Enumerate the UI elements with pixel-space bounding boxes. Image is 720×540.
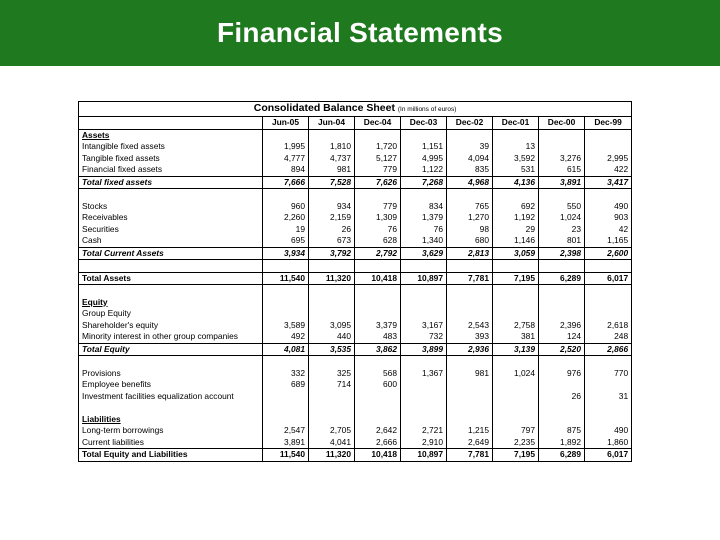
- spacer-cell: [355, 356, 401, 368]
- spacer-row: [79, 356, 632, 368]
- spacer-cell: [401, 189, 447, 201]
- value-cell: 76: [355, 224, 401, 236]
- value-cell: 2,159: [309, 212, 355, 224]
- value-cell: 732: [401, 331, 447, 343]
- section-row: [79, 297, 632, 309]
- value-cell: 10,418: [355, 272, 401, 285]
- spacer-cell: [309, 285, 355, 297]
- spacer-cell: [493, 260, 539, 273]
- value-cell: [539, 129, 585, 141]
- table-row: [79, 391, 632, 403]
- value-cell: [539, 308, 585, 320]
- value-cell: 2,705: [309, 425, 355, 437]
- value-cell: 7,781: [447, 272, 493, 285]
- row-label: Receivables: [79, 212, 263, 224]
- value-cell: 3,629: [401, 247, 447, 260]
- spacer-cell: [309, 260, 355, 273]
- row-label: Intangible fixed assets: [79, 141, 263, 153]
- value-cell: 981: [447, 368, 493, 380]
- column-header: Dec-02: [447, 117, 493, 130]
- value-cell: 765: [447, 201, 493, 213]
- value-cell: 7,195: [493, 272, 539, 285]
- column-header: Dec-00: [539, 117, 585, 130]
- value-cell: 4,081: [263, 343, 309, 356]
- row-label: Total Assets: [79, 272, 263, 285]
- value-cell: 1,024: [539, 212, 585, 224]
- value-cell: [401, 308, 447, 320]
- spacer-cell: [493, 189, 539, 201]
- value-cell: [309, 308, 355, 320]
- value-cell: 76: [401, 224, 447, 236]
- spacer-cell: [355, 260, 401, 273]
- value-cell: 381: [493, 331, 539, 343]
- value-cell: [263, 297, 309, 309]
- value-cell: [447, 379, 493, 391]
- value-cell: 393: [447, 331, 493, 343]
- value-cell: 39: [447, 141, 493, 153]
- value-cell: 2,936: [447, 343, 493, 356]
- value-cell: 11,540: [263, 449, 309, 462]
- spacer-cell: [539, 356, 585, 368]
- total-row: [79, 247, 632, 260]
- section-label: Liabilities: [79, 414, 263, 426]
- spacer-cell: [309, 189, 355, 201]
- table-row: [79, 308, 632, 320]
- value-cell: 875: [539, 425, 585, 437]
- value-cell: [309, 391, 355, 403]
- value-cell: [355, 297, 401, 309]
- value-cell: 248: [585, 331, 632, 343]
- value-cell: 7,626: [355, 176, 401, 189]
- value-cell: [585, 379, 632, 391]
- value-cell: 1,720: [355, 141, 401, 153]
- total-row: [79, 449, 632, 462]
- value-cell: 568: [355, 368, 401, 380]
- value-cell: [309, 414, 355, 426]
- value-cell: [585, 297, 632, 309]
- table-row: [79, 235, 632, 247]
- value-cell: [401, 129, 447, 141]
- row-label: Current liabilities: [79, 437, 263, 449]
- row-label: Total Equity: [79, 343, 263, 356]
- table-row: [79, 224, 632, 236]
- value-cell: 2,235: [493, 437, 539, 449]
- value-cell: 11,320: [309, 449, 355, 462]
- value-cell: 1,309: [355, 212, 401, 224]
- spacer-cell: [79, 285, 263, 297]
- value-cell: [355, 308, 401, 320]
- value-cell: 6,017: [585, 272, 632, 285]
- value-cell: 7,666: [263, 176, 309, 189]
- value-cell: 2,642: [355, 425, 401, 437]
- value-cell: 26: [309, 224, 355, 236]
- spacer-cell: [539, 402, 585, 414]
- value-cell: 19: [263, 224, 309, 236]
- value-cell: 3,059: [493, 247, 539, 260]
- value-cell: 3,792: [309, 247, 355, 260]
- value-cell: 2,721: [401, 425, 447, 437]
- column-header-blank: [79, 117, 263, 130]
- value-cell: 934: [309, 201, 355, 213]
- value-cell: 483: [355, 331, 401, 343]
- value-cell: 7,268: [401, 176, 447, 189]
- row-label: Securities: [79, 224, 263, 236]
- value-cell: 695: [263, 235, 309, 247]
- value-cell: 3,891: [263, 437, 309, 449]
- value-cell: 1,340: [401, 235, 447, 247]
- row-label: Long-term borrowings: [79, 425, 263, 437]
- value-cell: 124: [539, 331, 585, 343]
- value-cell: 3,899: [401, 343, 447, 356]
- value-cell: [539, 379, 585, 391]
- row-label: Financial fixed assets: [79, 164, 263, 176]
- row-label: Cash: [79, 235, 263, 247]
- spacer-row: [79, 285, 632, 297]
- value-cell: [263, 308, 309, 320]
- value-cell: 492: [263, 331, 309, 343]
- value-cell: 903: [585, 212, 632, 224]
- value-cell: 2,398: [539, 247, 585, 260]
- value-cell: 2,600: [585, 247, 632, 260]
- spacer-cell: [585, 285, 632, 297]
- value-cell: 779: [355, 201, 401, 213]
- value-cell: 4,094: [447, 153, 493, 165]
- value-cell: 1,215: [447, 425, 493, 437]
- spacer-cell: [493, 356, 539, 368]
- value-cell: [401, 414, 447, 426]
- value-cell: [539, 414, 585, 426]
- value-cell: 10,418: [355, 449, 401, 462]
- column-header: Jun-04: [309, 117, 355, 130]
- value-cell: [263, 391, 309, 403]
- section-label: Equity: [79, 297, 263, 309]
- value-cell: 835: [447, 164, 493, 176]
- value-cell: 2,792: [355, 247, 401, 260]
- value-cell: 981: [309, 164, 355, 176]
- value-cell: 332: [263, 368, 309, 380]
- spacer-cell: [309, 356, 355, 368]
- value-cell: 531: [493, 164, 539, 176]
- value-cell: 894: [263, 164, 309, 176]
- value-cell: [447, 391, 493, 403]
- value-cell: 29: [493, 224, 539, 236]
- value-cell: 23: [539, 224, 585, 236]
- table-row: [79, 164, 632, 176]
- row-label: Group Equity: [79, 308, 263, 320]
- value-cell: 26: [539, 391, 585, 403]
- value-cell: [447, 308, 493, 320]
- value-cell: [401, 379, 447, 391]
- value-cell: 6,017: [585, 449, 632, 462]
- value-cell: [585, 141, 632, 153]
- table-row: [79, 379, 632, 391]
- spacer-cell: [539, 189, 585, 201]
- value-cell: 98: [447, 224, 493, 236]
- spacer-cell: [447, 285, 493, 297]
- table-row: [79, 201, 632, 213]
- value-cell: 3,862: [355, 343, 401, 356]
- value-cell: [585, 129, 632, 141]
- value-cell: [447, 129, 493, 141]
- value-cell: [493, 391, 539, 403]
- value-cell: 550: [539, 201, 585, 213]
- value-cell: 1,270: [447, 212, 493, 224]
- value-cell: 3,592: [493, 153, 539, 165]
- value-cell: [447, 297, 493, 309]
- value-cell: 3,095: [309, 320, 355, 332]
- value-cell: 7,781: [447, 449, 493, 462]
- spacer-cell: [447, 402, 493, 414]
- spacer-cell: [79, 356, 263, 368]
- value-cell: 2,813: [447, 247, 493, 260]
- spacer-cell: [263, 285, 309, 297]
- spacer-cell: [447, 189, 493, 201]
- value-cell: 3,589: [263, 320, 309, 332]
- table-row: [79, 141, 632, 153]
- spacer-cell: [585, 402, 632, 414]
- value-cell: 2,995: [585, 153, 632, 165]
- value-cell: 770: [585, 368, 632, 380]
- spacer-cell: [401, 260, 447, 273]
- value-cell: 2,260: [263, 212, 309, 224]
- spacer-cell: [79, 260, 263, 273]
- value-cell: [493, 129, 539, 141]
- value-cell: [493, 297, 539, 309]
- spacer-cell: [585, 356, 632, 368]
- value-cell: 10,897: [401, 449, 447, 462]
- section-label: Assets: [79, 129, 263, 141]
- value-cell: 2,618: [585, 320, 632, 332]
- value-cell: [401, 391, 447, 403]
- value-cell: 4,777: [263, 153, 309, 165]
- value-cell: [355, 391, 401, 403]
- page-title: Financial Statements: [216, 17, 504, 48]
- value-cell: 11,540: [263, 272, 309, 285]
- value-cell: 2,666: [355, 437, 401, 449]
- value-cell: 2,520: [539, 343, 585, 356]
- value-cell: [401, 297, 447, 309]
- value-cell: 1,122: [401, 164, 447, 176]
- value-cell: 440: [309, 331, 355, 343]
- sheet-title: Consolidated Balance Sheet: [253, 102, 395, 114]
- value-cell: 2,758: [493, 320, 539, 332]
- row-label: Total Current Assets: [79, 247, 263, 260]
- total-row: [79, 272, 632, 285]
- value-cell: [539, 141, 585, 153]
- value-cell: [309, 297, 355, 309]
- table-row: [79, 212, 632, 224]
- value-cell: 834: [401, 201, 447, 213]
- value-cell: 4,737: [309, 153, 355, 165]
- value-cell: 2,866: [585, 343, 632, 356]
- column-header: Dec-04: [355, 117, 401, 130]
- value-cell: 797: [493, 425, 539, 437]
- value-cell: 4,041: [309, 437, 355, 449]
- table-row: [79, 425, 632, 437]
- spacer-cell: [401, 356, 447, 368]
- spacer-cell: [355, 402, 401, 414]
- value-cell: 3,891: [539, 176, 585, 189]
- spacer-cell: [79, 402, 263, 414]
- unit-note: (In millions of euros): [397, 106, 457, 113]
- spacer-cell: [447, 260, 493, 273]
- value-cell: 1,995: [263, 141, 309, 153]
- spacer-cell: [263, 189, 309, 201]
- spacer-cell: [539, 260, 585, 273]
- value-cell: 1,860: [585, 437, 632, 449]
- value-cell: 2,649: [447, 437, 493, 449]
- row-label: Stocks: [79, 201, 263, 213]
- spacer-cell: [401, 285, 447, 297]
- spacer-cell: [401, 402, 447, 414]
- value-cell: 1,165: [585, 235, 632, 247]
- value-cell: 4,136: [493, 176, 539, 189]
- value-cell: 1,146: [493, 235, 539, 247]
- row-label: Minority interest in other group companies: [79, 331, 263, 343]
- value-cell: 325: [309, 368, 355, 380]
- sheet-title-row: [79, 102, 632, 117]
- value-cell: 976: [539, 368, 585, 380]
- section-row: [79, 129, 632, 141]
- spacer-row: [79, 402, 632, 414]
- section-row: [79, 414, 632, 426]
- row-label: Employee benefits: [79, 379, 263, 391]
- row-label: Total fixed assets: [79, 176, 263, 189]
- value-cell: 1,810: [309, 141, 355, 153]
- sheet-body: [79, 129, 632, 461]
- row-label: Investment facilities equalization account: [79, 391, 263, 403]
- spacer-cell: [539, 285, 585, 297]
- spacer-cell: [263, 356, 309, 368]
- value-cell: [493, 414, 539, 426]
- value-cell: 13: [493, 141, 539, 153]
- spacer-cell: [263, 260, 309, 273]
- value-cell: 1,367: [401, 368, 447, 380]
- table-row: [79, 368, 632, 380]
- balance-sheet-table: [78, 101, 632, 462]
- value-cell: 7,528: [309, 176, 355, 189]
- value-cell: [493, 308, 539, 320]
- value-cell: 3,417: [585, 176, 632, 189]
- value-cell: 422: [585, 164, 632, 176]
- value-cell: [263, 129, 309, 141]
- spacer-cell: [493, 285, 539, 297]
- value-cell: 4,995: [401, 153, 447, 165]
- value-cell: 801: [539, 235, 585, 247]
- value-cell: [493, 379, 539, 391]
- column-header: Dec-01: [493, 117, 539, 130]
- value-cell: 5,127: [355, 153, 401, 165]
- value-cell: 628: [355, 235, 401, 247]
- value-cell: 3,535: [309, 343, 355, 356]
- value-cell: 3,139: [493, 343, 539, 356]
- value-cell: 1,892: [539, 437, 585, 449]
- row-label: Shareholder's equity: [79, 320, 263, 332]
- spacer-row: [79, 189, 632, 201]
- value-cell: 11,320: [309, 272, 355, 285]
- value-cell: 960: [263, 201, 309, 213]
- spacer-cell: [355, 285, 401, 297]
- value-cell: 42: [585, 224, 632, 236]
- sheet-title-cell: [79, 102, 632, 117]
- value-cell: 1,192: [493, 212, 539, 224]
- row-label: Total Equity and Liabilities: [79, 449, 263, 462]
- value-cell: 2,547: [263, 425, 309, 437]
- spacer-cell: [447, 356, 493, 368]
- value-cell: 3,167: [401, 320, 447, 332]
- total-row: [79, 343, 632, 356]
- spacer-cell: [263, 402, 309, 414]
- value-cell: 490: [585, 201, 632, 213]
- spacer-cell: [493, 402, 539, 414]
- value-cell: 2,396: [539, 320, 585, 332]
- value-cell: 1,151: [401, 141, 447, 153]
- value-cell: 4,968: [447, 176, 493, 189]
- value-cell: [309, 129, 355, 141]
- total-row: [79, 176, 632, 189]
- title-banner: [0, 0, 720, 66]
- value-cell: [355, 129, 401, 141]
- table-row: [79, 331, 632, 343]
- column-header: Jun-05: [263, 117, 309, 130]
- value-cell: [447, 414, 493, 426]
- value-cell: [585, 414, 632, 426]
- column-header: Dec-03: [401, 117, 447, 130]
- value-cell: 3,934: [263, 247, 309, 260]
- value-cell: 6,289: [539, 449, 585, 462]
- value-cell: 680: [447, 235, 493, 247]
- value-cell: 490: [585, 425, 632, 437]
- value-cell: [355, 414, 401, 426]
- value-cell: 6,289: [539, 272, 585, 285]
- value-cell: 2,910: [401, 437, 447, 449]
- value-cell: 31: [585, 391, 632, 403]
- value-cell: [539, 297, 585, 309]
- value-cell: 1,379: [401, 212, 447, 224]
- value-cell: [263, 414, 309, 426]
- spacer-cell: [585, 260, 632, 273]
- row-label: Provisions: [79, 368, 263, 380]
- spacer-cell: [79, 189, 263, 201]
- value-cell: 673: [309, 235, 355, 247]
- value-cell: 7,195: [493, 449, 539, 462]
- value-cell: 10,897: [401, 272, 447, 285]
- spacer-cell: [585, 189, 632, 201]
- value-cell: [585, 308, 632, 320]
- column-header-row: [79, 117, 632, 130]
- value-cell: 615: [539, 164, 585, 176]
- table-row: [79, 320, 632, 332]
- table-row: [79, 153, 632, 165]
- table-row: [79, 437, 632, 449]
- spacer-cell: [355, 189, 401, 201]
- value-cell: 779: [355, 164, 401, 176]
- spacer-row: [79, 260, 632, 273]
- value-cell: 3,276: [539, 153, 585, 165]
- value-cell: 2,543: [447, 320, 493, 332]
- value-cell: 600: [355, 379, 401, 391]
- value-cell: 689: [263, 379, 309, 391]
- value-cell: 1,024: [493, 368, 539, 380]
- value-cell: 714: [309, 379, 355, 391]
- value-cell: 3,379: [355, 320, 401, 332]
- spacer-cell: [309, 402, 355, 414]
- column-header: Dec-99: [585, 117, 632, 130]
- value-cell: 692: [493, 201, 539, 213]
- row-label: Tangible fixed assets: [79, 153, 263, 165]
